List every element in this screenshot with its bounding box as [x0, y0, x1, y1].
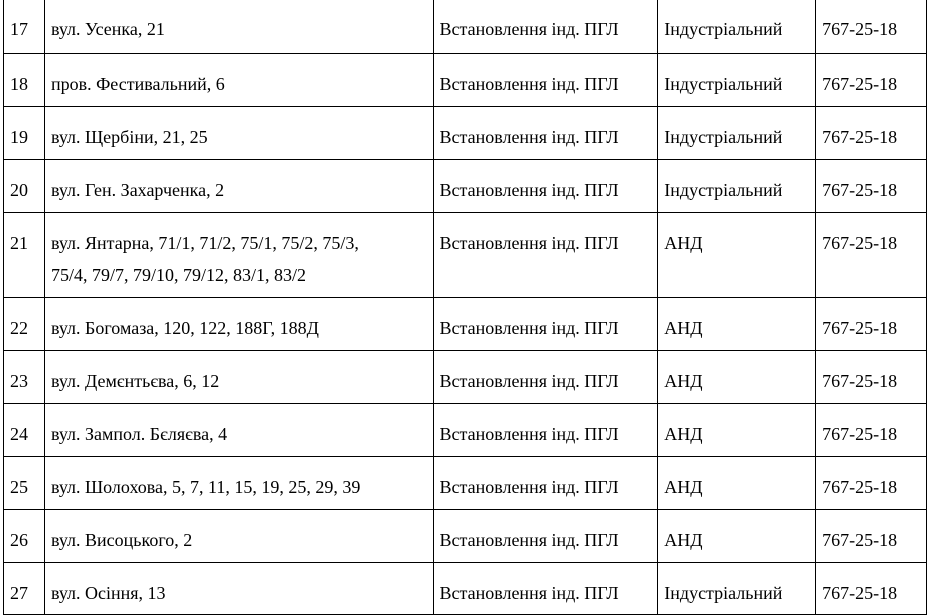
- address-cell: [44, 351, 433, 404]
- work-type-cell: Встановлення інд. ПГЛ: [433, 404, 658, 457]
- work-type-cell: Встановлення інд. ПГЛ: [433, 107, 658, 160]
- table-row: [4, 298, 927, 351]
- address-line: 75/4, 79/7, 79/10, 79/12, 83/1, 83/2: [50, 265, 306, 285]
- table-row: [4, 0, 927, 54]
- work-type-cell: Встановлення інд. ПГЛ: [433, 563, 658, 615]
- phone-cell: 767-25-18: [816, 457, 927, 510]
- address-line: вул. Демєнтьєва, 6, 12: [50, 371, 220, 391]
- district-cell: Індустріальний: [658, 107, 816, 160]
- row-number: 20: [4, 160, 45, 213]
- phone-cell: 767-25-18: [816, 351, 927, 404]
- address-cell: [44, 563, 433, 615]
- district-cell: АНД: [658, 510, 816, 563]
- table-row: [4, 351, 927, 404]
- work-type-cell: Встановлення інд. ПГЛ: [433, 54, 658, 107]
- address-cell: [44, 213, 433, 298]
- address-cell: [44, 457, 433, 510]
- row-number: 17: [4, 0, 45, 54]
- phone-cell: 767-25-18: [816, 54, 927, 107]
- work-type-cell: Встановлення інд. ПГЛ: [433, 213, 658, 298]
- address-cell: [44, 298, 433, 351]
- district-cell: АНД: [658, 298, 816, 351]
- address-cell: [44, 160, 433, 213]
- address-line: пров. Фестивальний, 6: [50, 74, 225, 94]
- district-cell: Індустріальний: [658, 160, 816, 213]
- address-cell: [44, 107, 433, 160]
- address-line: вул. Янтарна, 71/1, 71/2, 75/1, 75/2, 75/3,: [50, 233, 359, 253]
- phone-cell: 767-25-18: [816, 404, 927, 457]
- address-line: вул. Усенка, 21: [50, 19, 165, 39]
- address-line: вул. Висоцького, 2: [50, 530, 193, 550]
- row-number: 27: [4, 563, 45, 615]
- work-type-cell: Встановлення інд. ПГЛ: [433, 457, 658, 510]
- row-number: 24: [4, 404, 45, 457]
- work-type-cell: Встановлення інд. ПГЛ: [433, 298, 658, 351]
- address-line: вул. Щербіни, 21, 25: [50, 127, 208, 147]
- phone-cell: 767-25-18: [816, 0, 927, 54]
- district-cell: АНД: [658, 404, 816, 457]
- address-cell: [44, 510, 433, 563]
- address-line: вул. Шолохова, 5, 7, 11, 15, 19, 25, 29, 39: [50, 477, 361, 497]
- district-cell: Індустріальний: [658, 0, 816, 54]
- row-number: 22: [4, 298, 45, 351]
- phone-cell: 767-25-18: [816, 563, 927, 615]
- row-number: 19: [4, 107, 45, 160]
- district-cell: Індустріальний: [658, 54, 816, 107]
- address-cell: [44, 404, 433, 457]
- table-row: [4, 54, 927, 107]
- table-row: [4, 213, 927, 298]
- district-cell: АНД: [658, 213, 816, 298]
- row-number: 18: [4, 54, 45, 107]
- table-row: [4, 457, 927, 510]
- address-line: вул. Ген. Захарченка, 2: [50, 180, 225, 200]
- phone-cell: 767-25-18: [816, 160, 927, 213]
- district-cell: АНД: [658, 351, 816, 404]
- table-row: [4, 404, 927, 457]
- address-line: вул. Богомаза, 120, 122, 188Г, 188Д: [50, 318, 319, 338]
- address-cell: [44, 54, 433, 107]
- work-type-cell: Встановлення інд. ПГЛ: [433, 510, 658, 563]
- table-row: [4, 563, 927, 615]
- phone-cell: 767-25-18: [816, 107, 927, 160]
- phone-cell: 767-25-18: [816, 510, 927, 563]
- row-number: 21: [4, 213, 45, 298]
- work-type-cell: Встановлення інд. ПГЛ: [433, 0, 658, 54]
- phone-cell: 767-25-18: [816, 298, 927, 351]
- district-cell: Індустріальний: [658, 563, 816, 615]
- work-type-cell: Встановлення інд. ПГЛ: [433, 351, 658, 404]
- phone-cell: 767-25-18: [816, 213, 927, 298]
- address-cell: [44, 0, 433, 54]
- table-row: [4, 160, 927, 213]
- table-body: [4, 0, 927, 615]
- work-type-cell: Встановлення інд. ПГЛ: [433, 160, 658, 213]
- row-number: 26: [4, 510, 45, 563]
- row-number: 23: [4, 351, 45, 404]
- works-table: [3, 0, 927, 615]
- row-number: 25: [4, 457, 45, 510]
- district-cell: АНД: [658, 457, 816, 510]
- address-line: вул. Осіння, 13: [50, 583, 166, 603]
- table-row: [4, 510, 927, 563]
- address-line: вул. Зампол. Бєляєва, 4: [50, 424, 228, 444]
- table-row: [4, 107, 927, 160]
